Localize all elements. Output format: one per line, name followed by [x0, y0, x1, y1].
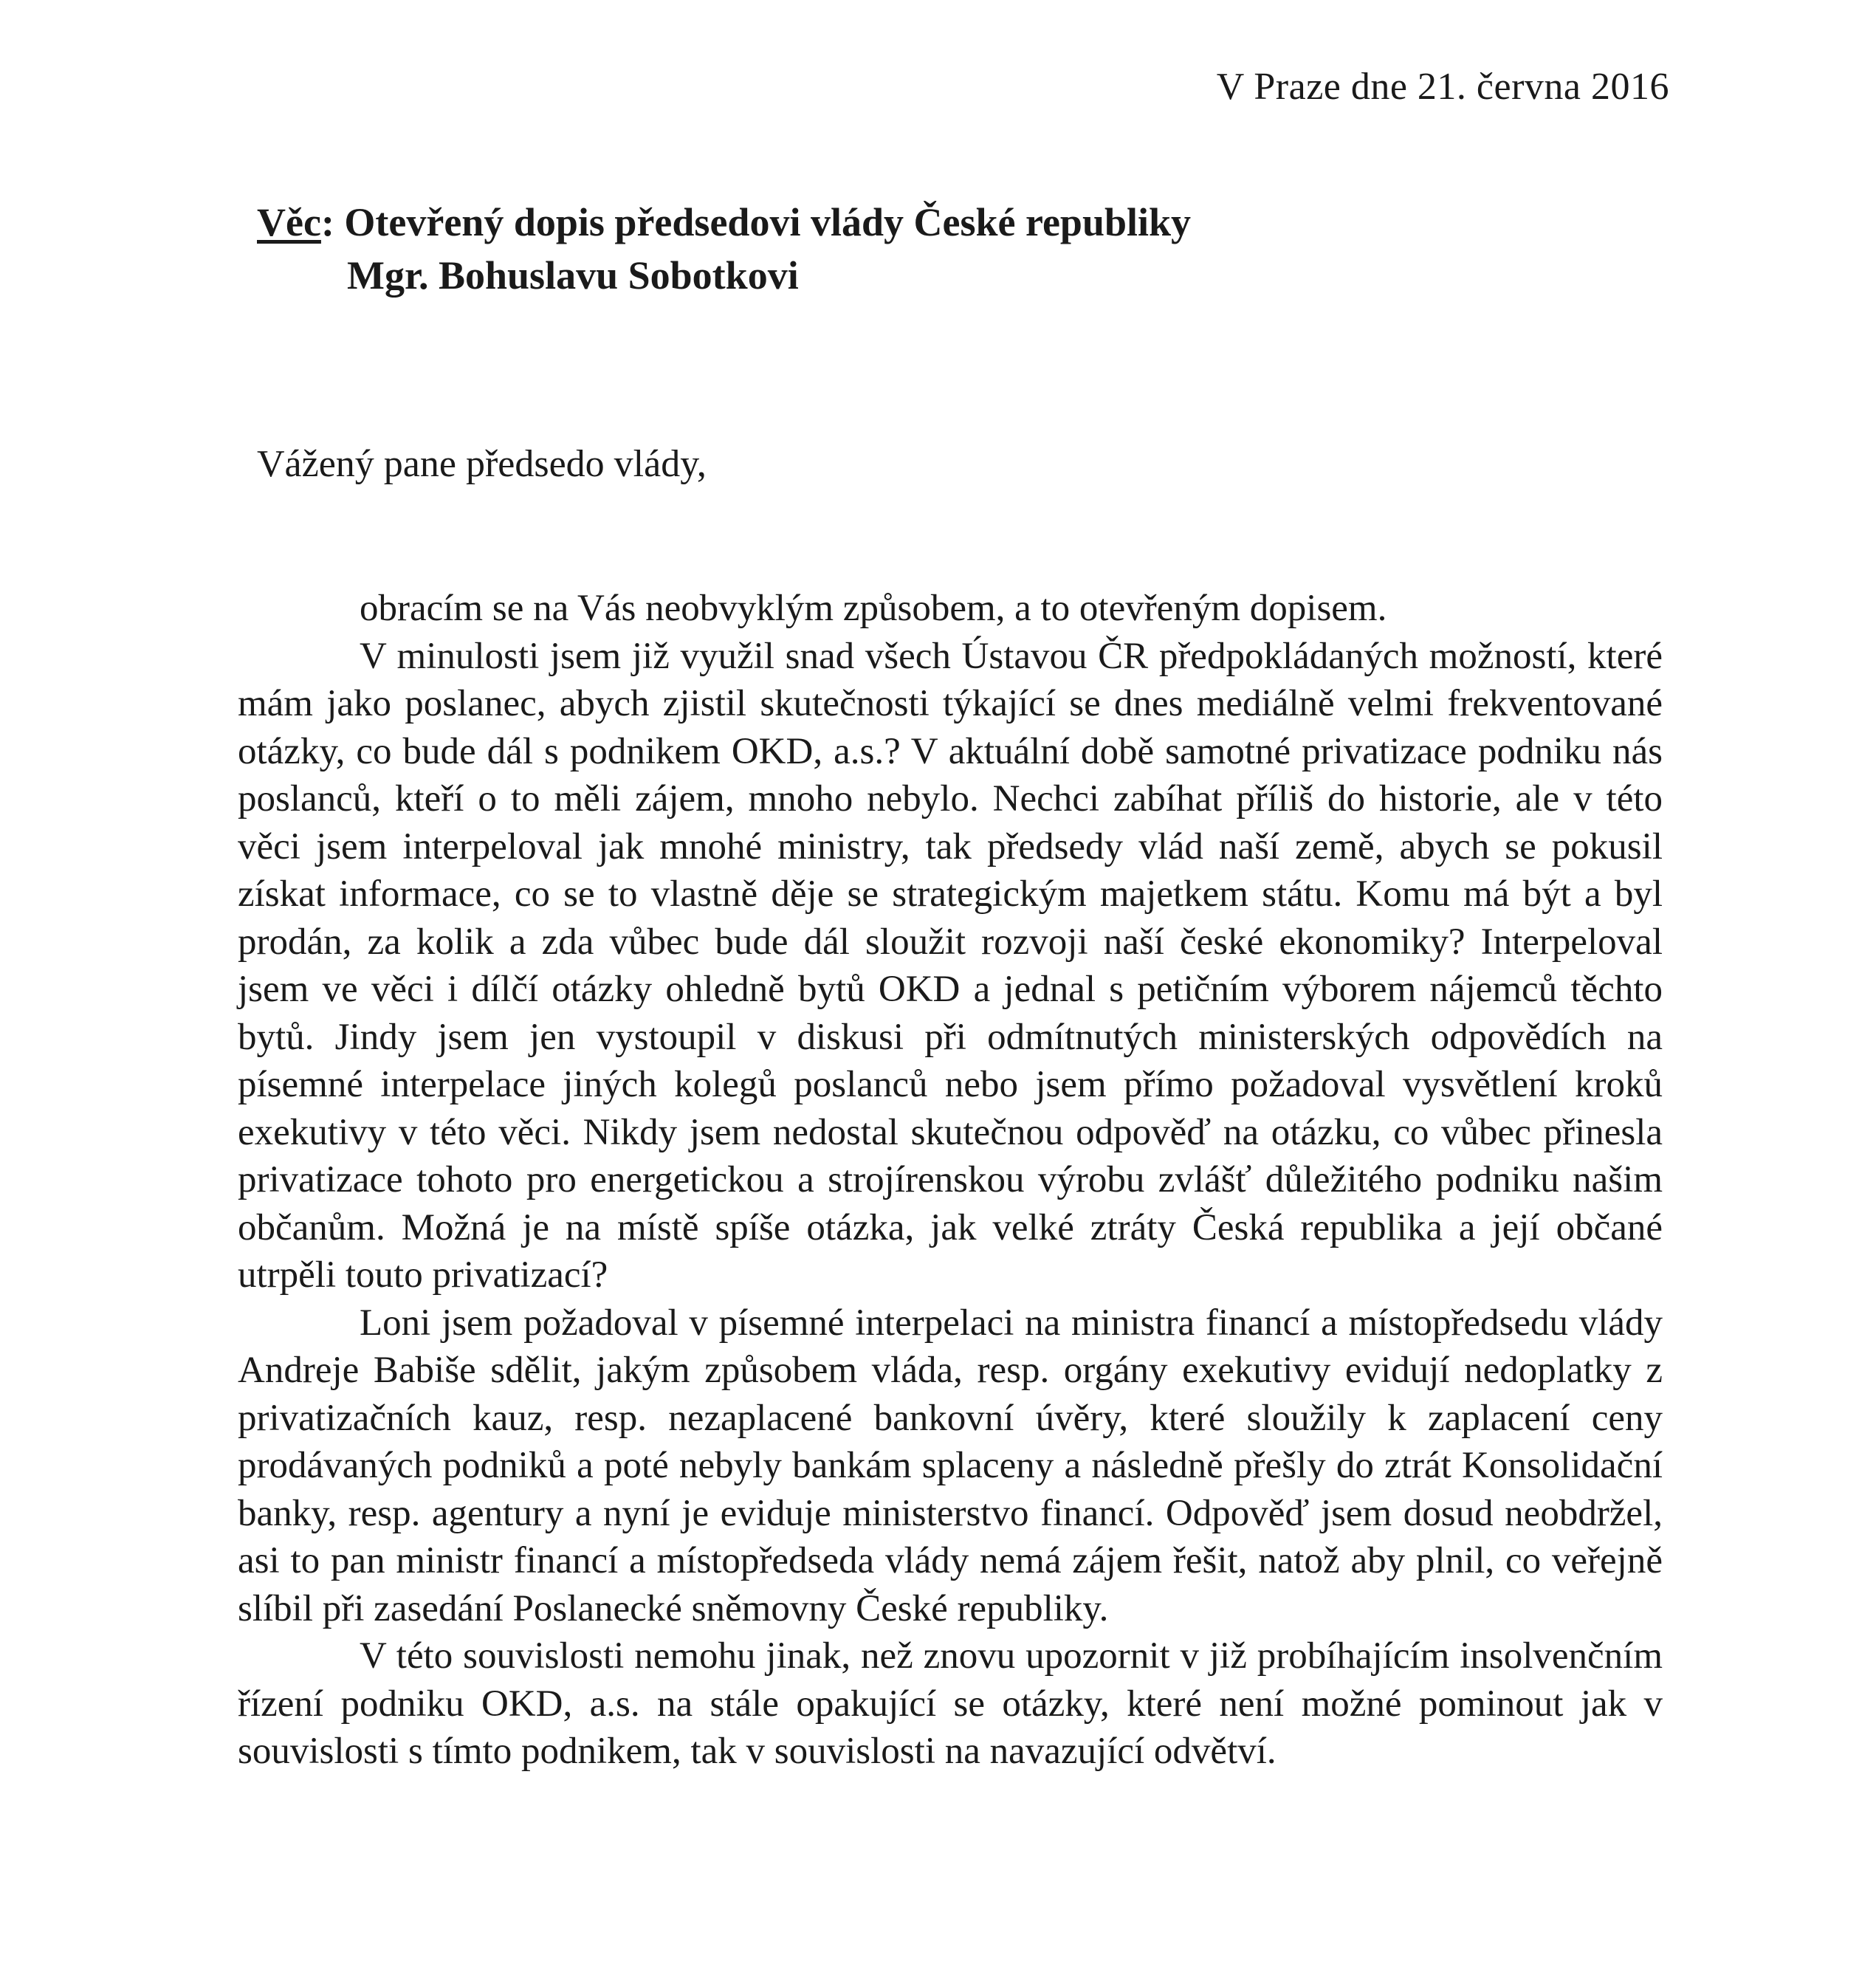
paragraph-1: obracím se na Vás neobvyklým způsobem, a to otevřeným dopisem.	[360, 588, 1387, 629]
subject-line-1: : Otevřený dopis předsedovi vlády České republiky	[320, 200, 1192, 244]
letter-salutation: Vážený pane předsedo vlády,	[257, 443, 707, 485]
letter-body	[238, 585, 1663, 1776]
paragraph-3: Loni jsem požadoval v písemné interpelaci na ministra financí a místopředsedu vlády Andreje Babiše sdělit, jakým způsobem vláda, resp. orgány exekutivy evidují nedoplatky z privatizačních kauz, resp. nezaplacené bankovní úvěry, které sloužily k zaplacení ceny prodávaných podniků a poté nebyly bankám splaceny a následně přešly do ztrát Konsolidační banky, resp. agentury a nyní je eviduje ministerstvo financí. Odpověď jsem dosud neobdržel, asi to pan ministr financí a místopředseda vlády nemá zájem řešit, natož aby plnil, co veřejně slíbil při zasedání Poslanecké sněmovny České republiky.	[238, 1302, 1663, 1629]
subject-line-2: Mgr. Bohuslavu Sobotkovi	[347, 253, 799, 298]
subject-label: Věc	[257, 200, 321, 244]
letter-date: V Praze dne 21. června 2016	[1216, 66, 1669, 108]
paragraph-2: V minulosti jsem již využil snad všech Ústavou ČR předpokládaných možností, které mám jako poslanec, abych zjistil skutečnosti týkající se dnes mediálně velmi frekventované otázky, co bude dál s podnikem OKD, a.s.? V aktuální době samotné privatizace podniku nás poslanců, kteří o to měli zájem, mnoho nebylo. Nechci zabíhat příliš do historie, ale v této věci jsem interpeloval jak mnohé ministry, tak předsedy vlád naší země, abych se pokusil získat informace, co se to vlastně děje se strategickým majetkem státu. Komu má být a byl prodán, za kolik a zda vůbec bude dál sloužit rozvoji naší české ekonomiky? Interpeloval jsem ve věci i dílčí otázky ohledně bytů OKD a jednal s petičním výborem nájemců těchto bytů. Jindy jsem jen vystoupil v diskusi při odmítnutých ministerských odpovědích na písemné interpelace jiných kolegů poslanců nebo jsem přímo požadoval vysvětlení kroků exekutivy v této věci. Nikdy jsem nedostal skutečnou odpověď na otázku, co vůbec přinesla privatizace tohoto pro energetickou a strojírenskou výrobu zvlášť důležitého podniku našim občanům. Možná je na místě spíše otázka, jak velké ztráty Česká republika a její občané utrpěli touto privatizací?	[238, 635, 1663, 1296]
paragraph-4: V této souvislosti nemohu jinak, než znovu upozornit v již probíhajícím insolvenčním řízení podniku OKD, a.s. na stále opakující se otázky, které není možné pominout jak v souvislosti s tímto podnikem, tak v souvislosti na navazující odvětví.	[238, 1635, 1663, 1772]
letter-subject	[257, 196, 1660, 302]
